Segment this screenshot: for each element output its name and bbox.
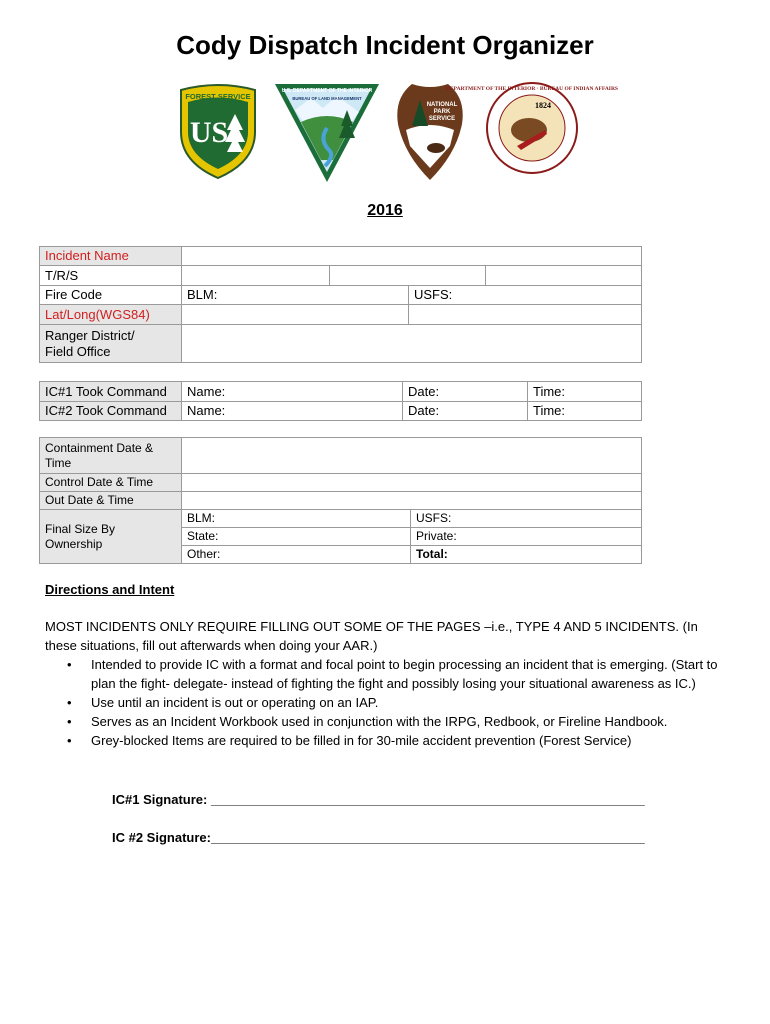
nps-arrowhead-logo <box>392 80 468 184</box>
blm-text2: BUREAU OF LAND MANAGEMENT <box>292 96 362 101</box>
trs-field-3[interactable] <box>486 266 642 286</box>
containment-label <box>40 438 182 474</box>
fire-code-label: Fire Code <box>40 286 182 305</box>
latlong-field-1[interactable] <box>182 305 409 325</box>
out-label: Out Date & Time <box>40 492 182 510</box>
control-field[interactable] <box>182 474 642 492</box>
bia-year: 1824 <box>535 101 551 110</box>
final-usfs-field[interactable]: USFS: <box>411 510 642 528</box>
final-size-label <box>40 510 182 564</box>
form-year: 2016 <box>367 202 403 219</box>
incident-name-field[interactable] <box>182 247 642 266</box>
nps-line2: PARK <box>433 109 451 115</box>
list-item <box>45 655 725 693</box>
trs-label: T/R/S <box>40 266 182 286</box>
bullet-icon: • <box>67 657 72 672</box>
list-item <box>45 731 725 750</box>
ic2-label: IC#2 Took Command <box>40 402 182 421</box>
final-blm-field[interactable]: BLM: <box>182 510 411 528</box>
bullet-icon: • <box>67 714 72 729</box>
out-field[interactable] <box>182 492 642 510</box>
trs-field-1[interactable] <box>182 266 330 286</box>
bullet-text: Use until an incident is out or operating on an IAP. <box>91 695 379 710</box>
ic2-date-field[interactable]: Date: <box>403 402 528 421</box>
ranger-district-line2: Field Office <box>45 343 111 359</box>
ic1-date-field[interactable]: Date: <box>403 382 528 402</box>
bia-ring-text: DEPARTMENT OF THE INTERIOR · BUREAU OF INDIAN AFFAIRS <box>446 86 618 92</box>
fs-top-text: FOREST SERVICE <box>185 92 251 101</box>
containment-line1: Containment Date & <box>45 440 154 455</box>
bullet-text: Serves as an Incident Workbook used in conjunction with the IRPG, Redbook, or Fireline Handbook. <box>91 714 668 729</box>
ic2-name-field[interactable]: Name: <box>182 402 403 421</box>
ic1-label: IC#1 Took Command <box>40 382 182 402</box>
bullet-icon: • <box>67 695 72 710</box>
list-item <box>45 693 725 712</box>
directions-paragraph: MOST INCIDENTS ONLY REQUIRE FILLING OUT SOME OF THE PAGES –i.e., TYPE 4 AND 5 INCIDENTS. (In these situations, fill out afterwards when doing your AAR.) <box>45 619 698 653</box>
final-other-field[interactable]: Other: <box>182 546 411 564</box>
ranger-district-line1: Ranger District/ <box>45 327 135 343</box>
page-title: Cody Dispatch Incident Organizer <box>176 30 594 60</box>
final-state-field[interactable]: State: <box>182 528 411 546</box>
final-private-field[interactable]: Private: <box>411 528 642 546</box>
incident-name-label: Incident Name <box>40 247 182 266</box>
command-table <box>39 381 642 421</box>
bullet-text: Grey-blocked Items are required to be filled in for 30-mile accident prevention (Forest Service) <box>91 733 632 748</box>
ic2-time-field[interactable]: Time: <box>528 402 642 421</box>
bia-seal-logo <box>446 80 618 176</box>
list-item <box>45 712 725 731</box>
final-size-line2: Ownership <box>45 536 103 551</box>
nps-line1: NATIONAL <box>426 102 458 108</box>
directions-heading: Directions and Intent <box>45 582 175 597</box>
blm-logo <box>271 80 383 184</box>
fire-code-usfs-field[interactable]: USFS: <box>409 286 642 305</box>
ic1-time-field[interactable]: Time: <box>528 382 642 402</box>
ic1-name-field[interactable]: Name: <box>182 382 403 402</box>
ranger-district-label <box>40 325 182 363</box>
fire-code-blm-field[interactable]: BLM: <box>182 286 409 305</box>
containment-line2: Time <box>45 455 72 470</box>
blm-text1: U.S. DEPARTMENT OF THE INTERIOR <box>281 88 373 94</box>
final-total-field[interactable]: Total: <box>411 546 642 564</box>
latlong-label: Lat/Long(WGS84) <box>40 305 182 325</box>
final-size-line1: Final Size By <box>45 521 116 536</box>
incident-info-table <box>39 246 642 363</box>
forest-service-logo <box>175 80 261 180</box>
nps-line3: SERVICE <box>428 116 456 122</box>
trs-field-2[interactable] <box>330 266 486 286</box>
control-label: Control Date & Time <box>40 474 182 492</box>
latlong-field-2[interactable] <box>409 305 642 325</box>
bullet-text: Intended to provide IC with a format and focal point to begin processing an incident that is emerging. (Start to plan the fight- delegate- instead of fighting the fight and possibly losing your situational awareness as IC.) <box>91 657 718 691</box>
bullet-icon: • <box>67 733 72 748</box>
fs-mark-text: US <box>189 116 229 149</box>
ranger-district-field[interactable] <box>182 325 642 363</box>
ic1-signature-line[interactable]: IC#1 Signature: ____________________________________________________________ <box>112 792 645 807</box>
containment-field[interactable] <box>182 438 642 474</box>
status-table <box>39 437 642 564</box>
directions-bullet-list <box>45 655 725 750</box>
ic2-signature-line[interactable]: IC #2 Signature:____________________________________________________________ <box>112 830 645 845</box>
